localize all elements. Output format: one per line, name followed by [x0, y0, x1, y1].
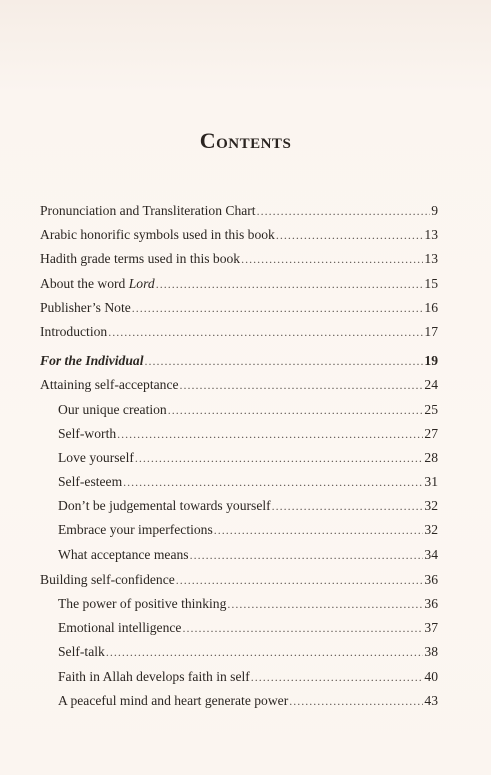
toc-entry-label: Building self-confidence — [40, 571, 175, 587]
leader-dots — [289, 689, 423, 713]
leader-dots — [156, 272, 424, 296]
toc-entry-page: 15 — [424, 275, 438, 291]
toc-entry-label: What acceptance means — [58, 546, 189, 562]
leader-dots — [168, 398, 424, 422]
toc-entry-page: 28 — [424, 449, 438, 465]
toc-entry-page: 36 — [424, 596, 438, 611]
toc-subentry[interactable] — [40, 543, 438, 567]
toc-entry-page: 13 — [424, 251, 438, 267]
toc-subentry[interactable] — [40, 616, 438, 640]
toc-entry[interactable] — [40, 296, 438, 320]
toc-entry-label: Love yourself — [58, 449, 134, 465]
leader-dots — [145, 349, 424, 373]
leader-dots — [108, 320, 423, 344]
toc-entry-label: A peaceful mind and heart generate power — [58, 692, 289, 708]
toc-entry-label-prefix: About the word — [40, 275, 129, 291]
toc-entry-page: 9 — [431, 203, 438, 218]
toc-entry-page: 31 — [424, 474, 438, 490]
toc-entry-page: 25 — [424, 401, 438, 417]
toc-section-heading[interactable] — [40, 349, 438, 373]
toc-subentry[interactable] — [40, 446, 438, 470]
toc-entry-label: Faith in Allah develops faith in self — [58, 668, 250, 684]
leader-dots — [251, 665, 424, 689]
table-of-contents — [40, 199, 438, 713]
toc-subentry[interactable] — [40, 494, 438, 518]
toc-entry-label: Attaining self-acceptance — [40, 377, 179, 393]
toc-entry[interactable] — [40, 320, 438, 344]
toc-entry-label — [40, 272, 155, 296]
toc-subentry[interactable] — [40, 422, 438, 446]
toc-entry-label: Publisher’s Note — [40, 299, 131, 315]
leader-dots — [276, 223, 424, 247]
leader-dots — [180, 373, 424, 397]
toc-entry-label: Emotional intelligence — [58, 620, 182, 636]
toc-entry[interactable] — [40, 247, 438, 271]
toc-entry-page: 17 — [424, 323, 438, 339]
toc-entry[interactable] — [40, 568, 438, 592]
toc-subentry[interactable] — [40, 398, 438, 422]
toc-entry-page: 34 — [424, 546, 438, 562]
toc-entry-label: Arabic honorific symbols used in this book — [40, 227, 275, 243]
toc-subentry[interactable] — [40, 689, 438, 713]
toc-entry-label: The power of positive thinking — [58, 596, 227, 611]
leader-dots — [241, 247, 423, 271]
toc-entry-label: Don’t be judgemental towards yourself — [58, 498, 271, 514]
toc-entry-page: 24 — [424, 377, 438, 393]
leader-dots — [272, 494, 424, 518]
toc-entry-label: Self-talk — [58, 644, 105, 660]
toc-entry-label-italic: Lord — [128, 275, 155, 291]
toc-entry-page: 13 — [424, 227, 438, 243]
toc-entry[interactable] — [40, 272, 438, 296]
toc-entry-page: 38 — [424, 644, 438, 660]
toc-entry[interactable] — [40, 223, 438, 247]
toc-entry[interactable] — [40, 199, 438, 223]
toc-entry-label: Pronunciation and Transliteration Chart — [40, 203, 256, 218]
toc-entry-page: 16 — [424, 299, 438, 315]
leader-dots — [132, 296, 424, 320]
toc-entry-label: Self-worth — [58, 425, 117, 441]
leader-dots — [135, 446, 424, 470]
toc-subentry[interactable] — [40, 592, 438, 616]
toc-entry-label: Hadith grade terms used in this book — [40, 251, 241, 267]
toc-entry-page: 32 — [424, 522, 438, 538]
leader-dots — [214, 518, 424, 542]
toc-entry-page: 27 — [424, 425, 438, 441]
leader-dots — [176, 568, 424, 592]
leader-dots — [182, 616, 423, 640]
toc-entry-page: 43 — [424, 692, 438, 708]
toc-entry-label: Introduction — [40, 323, 108, 339]
leader-dots — [227, 592, 423, 616]
toc-entry-label: For the Individual — [40, 353, 144, 369]
leader-dots — [117, 422, 423, 446]
toc-entry-label: Embrace your imperfections — [58, 522, 213, 538]
toc-entry[interactable] — [40, 373, 438, 397]
toc-subentry[interactable] — [40, 518, 438, 542]
page-title: Contents — [199, 128, 292, 153]
leader-dots — [257, 199, 431, 223]
toc-entry-page: 32 — [424, 498, 438, 514]
toc-entry-page: 36 — [424, 571, 438, 587]
toc-entry-label: Self-esteem — [58, 474, 123, 490]
toc-subentry[interactable] — [40, 665, 438, 689]
toc-entry-page: 19 — [424, 353, 438, 369]
toc-entry-page: 37 — [424, 620, 438, 636]
toc-entry-label: Our unique creation — [58, 401, 167, 417]
toc-entry-page: 40 — [424, 668, 438, 684]
leader-dots — [123, 470, 423, 494]
leader-dots — [190, 543, 424, 567]
toc-subentry[interactable] — [40, 470, 438, 494]
toc-subentry[interactable] — [40, 640, 438, 664]
leader-dots — [106, 640, 424, 664]
